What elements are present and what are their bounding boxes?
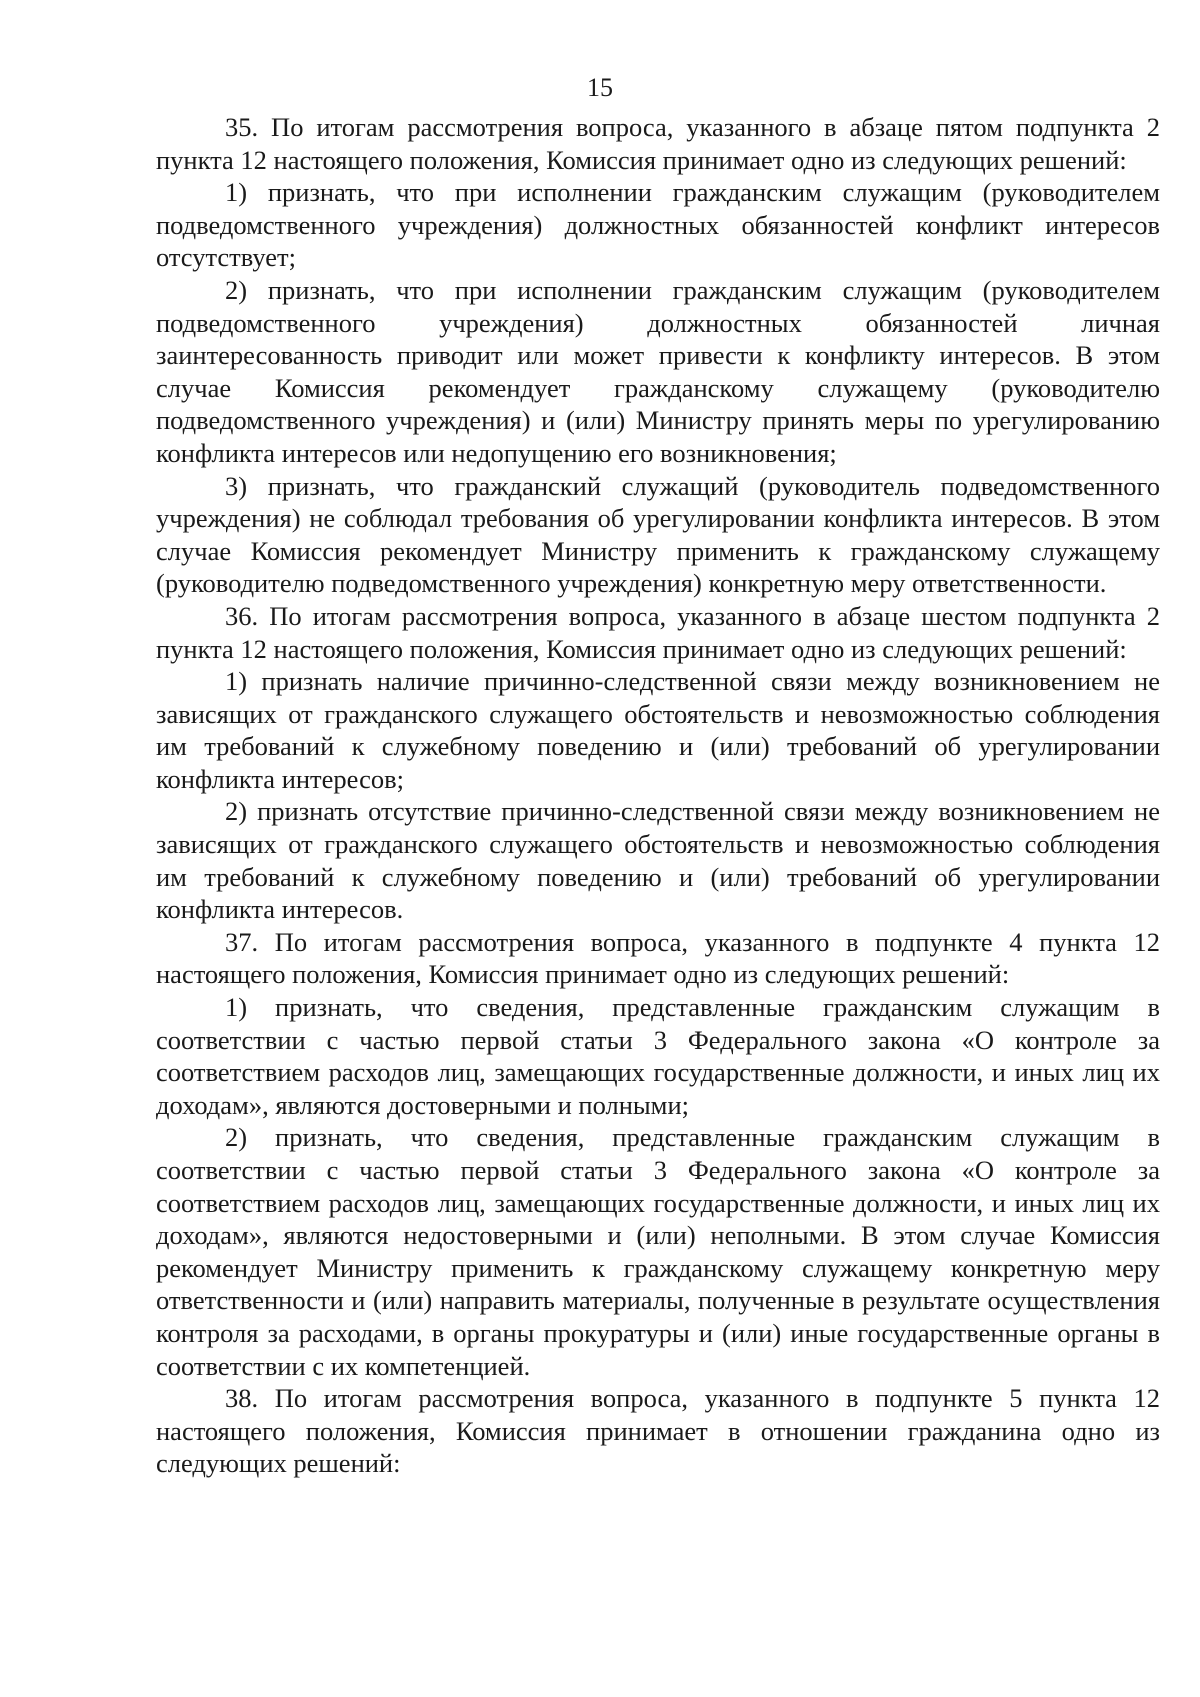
paragraph-35-item-2: 2) признать, что при исполнении гражданским служащим (руководителем подведомственного учреждения) должностных обязанностей личная заинтересованность приводит или может привести к конфликту интересов. В этом случае Комиссия рекомендует гражданскому служащему (руководителю подведомственного учреждения) и (или) Министру принять меры по урегулированию конфликта интересов или недопущению его возникновения; — [156, 274, 1160, 468]
page-number: 15 — [587, 73, 613, 102]
paragraph-36-item-2: 2) признать отсутствие причинно-следственной связи между возникновением не зависящих от гражданского служащего обстоятельств и невозможностью соблюдения им требований к служебному поведению и (или) требований об урегулировании конфликта интересов. — [156, 796, 1160, 925]
paragraph-35-item-3: 3) признать, что гражданский служащий (руководитель подведомственного учреждения) не соблюдал требования об урегулировании конфликта интересов. В этом случае Комиссия рекомендует Министру применить к гражданскому служащему (руководителю подведомственного учреждения) конкретную меру ответственности. — [156, 470, 1160, 599]
paragraph-37-item-2: 2) признать, что сведения, представленные гражданским служащим в соответствии с частью первой статьи 3 Федерального закона «О контроле за соответствием расходов лиц, замещающих государственные должности, и иных лиц их доходам», являются недостоверными и (или) неполными. В этом случае Комиссия рекомендует Министру применить к гражданскому служащему конкретную меру ответственности и (или) направить материалы, полученные в результате осуществления контроля за расходами, в органы прокуратуры и (или) иные государственные органы в соответствии с их компетенцией. — [156, 1122, 1160, 1381]
paragraph-38: 38. По итогам рассмотрения вопроса, указанного в подпункте 5 пункта 12 настоящего положения, Комиссия принимает в отношении гражданина одно из следующих решений: — [156, 1383, 1160, 1479]
document-body — [156, 111, 1160, 1480]
paragraph-35: 35. По итогам рассмотрения вопроса, указанного в абзаце пятом подпункта 2 пункта 12 настоящего положения, Комиссия принимает одно из следующих решений: — [156, 112, 1160, 175]
paragraph-35-item-1: 1) признать, что при исполнении гражданским служащим (руководителем подведомственного учреждения) должностных обязанностей конфликт интересов отсутствует; — [156, 177, 1160, 273]
paragraph-37-item-1: 1) признать, что сведения, представленные гражданским служащим в соответствии с частью первой статьи 3 Федерального закона «О контроле за соответствием расходов лиц, замещающих государственные должности, и иных лиц их доходам», являются достоверными и полными; — [156, 992, 1160, 1120]
paragraph-36-item-1: 1) признать наличие причинно-следственной связи между возникновением не зависящих от гражданского служащего обстоятельств и невозможностью соблюдения им требований к служебному поведению и (или) требований об урегулировании конфликта интересов; — [156, 666, 1160, 794]
paragraph-36: 36. По итогам рассмотрения вопроса, указанного в абзаце шестом подпункта 2 пункта 12 настоящего положения, Комиссия принимает одно из следующих решений: — [156, 600, 1160, 664]
paragraph-37: 37. По итогам рассмотрения вопроса, указанного в подпункте 4 пункта 12 настоящего положения, Комиссия принимает одно из следующих решений: — [156, 926, 1160, 990]
